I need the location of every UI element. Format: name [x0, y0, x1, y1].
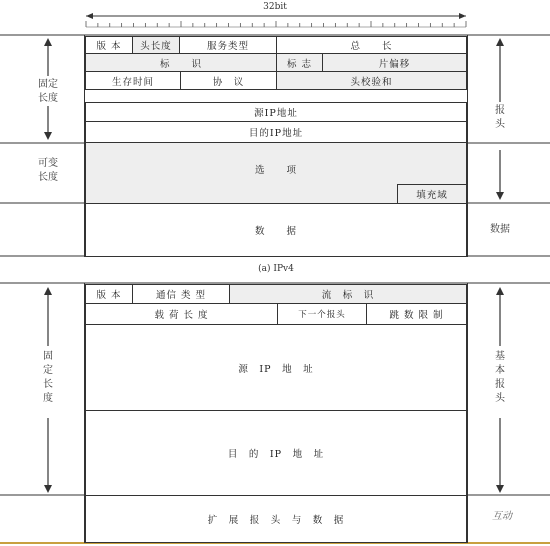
ipv6-extension-and-data: 扩 展 报 头 与 数 据 — [85, 495, 467, 543]
ipv4-flags: 标 志 — [276, 53, 323, 72]
ipv4-padding: 填充域 — [397, 184, 467, 204]
ipv4-caption: (a) IPv4 — [258, 264, 294, 274]
ipv4-dest-ip: 目的IP地址 — [85, 121, 467, 143]
ipv6-traffic-class: 通信 类 型 — [132, 284, 230, 304]
ipv6-basic-header-label: 基 本 报 头 — [488, 350, 512, 406]
ipv4-data: 数 据 — [85, 203, 467, 257]
ipv6-hop-limit: 跳 数 限 制 — [366, 303, 467, 325]
ipv4-version: 版 本 — [85, 36, 133, 54]
ipv4-total-length: 总 长 — [276, 36, 467, 54]
ipv6-flow-label: 流 标 识 — [229, 284, 467, 304]
ipv6-source-ip: 源 IP 地 址 — [85, 324, 467, 411]
ipv6-bottom-right-label: 互动 — [492, 511, 512, 522]
ipv6-version: 版 本 — [85, 284, 133, 304]
ipv4-fixed-length-label: 固定 长度 — [24, 78, 72, 106]
ipv4-protocol: 协 议 — [180, 71, 277, 90]
ipv6-fixed-length-label: 固 定 长 度 — [36, 350, 60, 406]
ipv4-header-length: 头长度 — [132, 36, 180, 54]
ipv6-next-header: 下一个报头 — [277, 303, 367, 325]
ipv4-ttl: 生存时间 — [85, 71, 181, 90]
ruler-label: 32bit — [263, 2, 287, 12]
ipv4-identification: 标 识 — [85, 53, 277, 72]
ipv6-dest-ip: 目 的 IP 地 址 — [85, 410, 467, 496]
ipv4-source-ip: 源IP地址 — [85, 102, 467, 122]
ipv4-data-label: 数据 — [490, 224, 510, 235]
ipv6-payload-length: 载 荷 长 度 — [85, 303, 278, 325]
ipv4-left-border — [84, 35, 85, 257]
ipv4-header-checksum: 头校验和 — [276, 71, 467, 90]
ipv4-right-border — [467, 35, 468, 257]
ipv6-left-border — [84, 283, 85, 543]
ipv4-options-label: 选 项 — [254, 165, 297, 176]
ipv4-fragment-offset: 片偏移 — [322, 53, 467, 72]
ipv4-variable-length-label: 可变 长度 — [38, 158, 58, 183]
ipv4-header-label: 报 头 — [488, 104, 512, 132]
ipv4-service-type: 服务类型 — [179, 36, 277, 54]
ipv6-right-border — [467, 283, 468, 543]
